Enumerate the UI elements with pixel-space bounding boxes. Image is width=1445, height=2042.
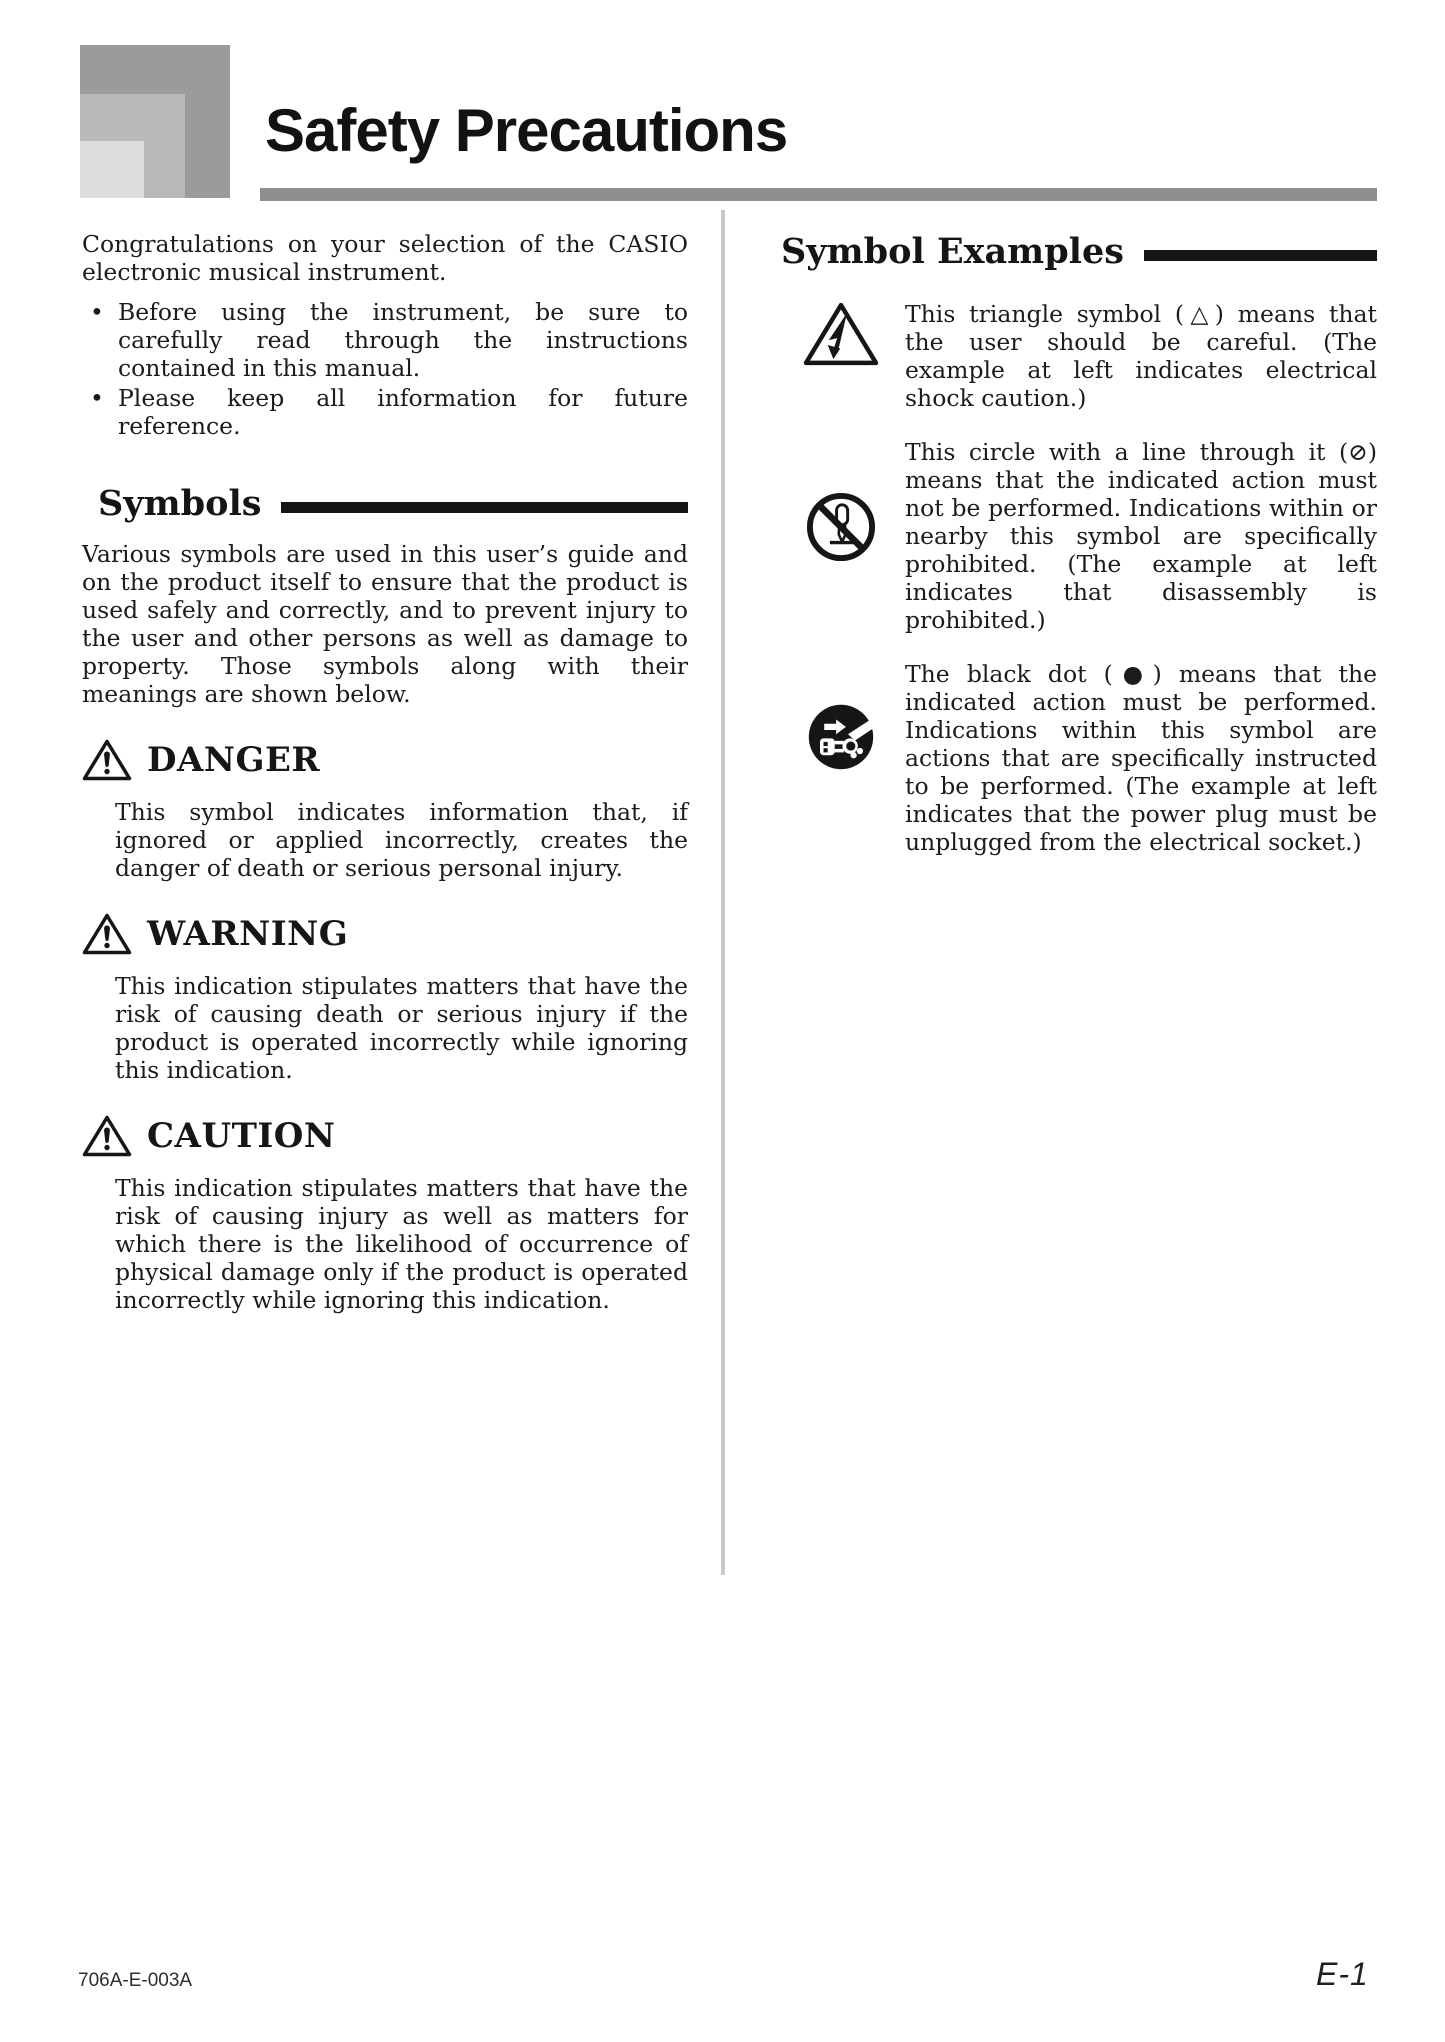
- example-icon-cell: [777, 300, 905, 368]
- caution-label: CAUTION: [147, 1116, 336, 1156]
- list-item: [82, 384, 688, 440]
- unplug-power-plug-icon: [806, 702, 876, 772]
- bullet-icon: •: [90, 298, 104, 326]
- symbols-paragraph: Various symbols are used in this user’s guide and on the product itself to ensure that the product is used safely and correctly, and to prevent injury to the user and other persons as well as damage to property. Those symbols along with their meanings are shown below.: [82, 540, 688, 708]
- symbols-section-heading: [82, 484, 688, 524]
- caution-text: This indication stipulates matters that have the risk of causing injury as well as matters for which there is the likelihood of occurrence of physical damage only if the product is operated incorrectly while ignoring this indication.: [115, 1174, 688, 1314]
- warning-triangle-icon: [82, 1114, 132, 1158]
- symbol-examples-section-heading: [777, 232, 1377, 272]
- right-column: [777, 232, 1377, 856]
- danger-text: This symbol indicates information that, if ignored or applied incorrectly, creates the danger of death or serious personal injury.: [115, 798, 688, 882]
- symbols-heading-text: Symbols: [98, 483, 262, 524]
- warning-heading: [82, 912, 688, 956]
- document-code: 706A-E-003A: [78, 1970, 193, 1991]
- disassembly-prohibited-circle-icon: [804, 490, 878, 564]
- symbol-example-row: [777, 438, 1377, 634]
- symbol-example-row: [777, 300, 1377, 412]
- bullet-text: Before using the instrument, be sure to carefully read through the instructions contained in this manual.: [118, 298, 688, 382]
- left-column: [82, 230, 688, 1314]
- bullet-icon: •: [90, 384, 104, 412]
- example-text: The black dot (●) means that the indicated action must be performed. Indications within this symbol are actions that are specifically instructed to be performed. (The example at left indicates that the power plug must be unplugged from the electrical socket.): [905, 660, 1377, 856]
- heading-rule-bar: [1144, 250, 1377, 261]
- danger-heading: [82, 738, 688, 782]
- example-text: This triangle symbol (△) means that the user should be careful. (The example at left indicates electrical shock caution.): [905, 300, 1377, 412]
- heading-rule-bar: [281, 502, 688, 513]
- caution-heading: [82, 1114, 688, 1158]
- page-title: Safety Precautions: [265, 97, 788, 164]
- example-text: This circle with a line through it (⊘) means that the indicated action must not be performed. Indications within or nearby this symbol are specifically prohibited. (The example at left indicates that disassembly is prohibited.): [905, 438, 1377, 634]
- column-divider: [721, 210, 725, 1575]
- warning-text: This indication stipulates matters that have the risk of causing death or serious injury if the product is operated incorrectly while ignoring this indication.: [115, 972, 688, 1084]
- warning-triangle-icon: [82, 738, 132, 782]
- intro-paragraph: Congratulations on your selection of the CASIO electronic musical instrument.: [82, 230, 688, 286]
- list-item: [82, 298, 688, 382]
- symbol-example-row: [777, 660, 1377, 856]
- bullet-text: Please keep all information for future reference.: [118, 384, 688, 440]
- title-underline-bar: [260, 188, 1377, 201]
- warning-triangle-icon: [82, 912, 132, 956]
- electrical-shock-caution-triangle-icon: [803, 300, 879, 368]
- example-icon-cell: [777, 660, 905, 772]
- corner-decoration-light-square: [80, 141, 144, 198]
- intro-bullet-list: [82, 298, 688, 440]
- page-number: E-1: [1316, 1956, 1369, 1992]
- warning-label: WARNING: [147, 914, 349, 954]
- example-icon-cell: [777, 438, 905, 564]
- danger-label: DANGER: [147, 740, 321, 780]
- symbol-examples-heading-text: Symbol Examples: [781, 231, 1124, 272]
